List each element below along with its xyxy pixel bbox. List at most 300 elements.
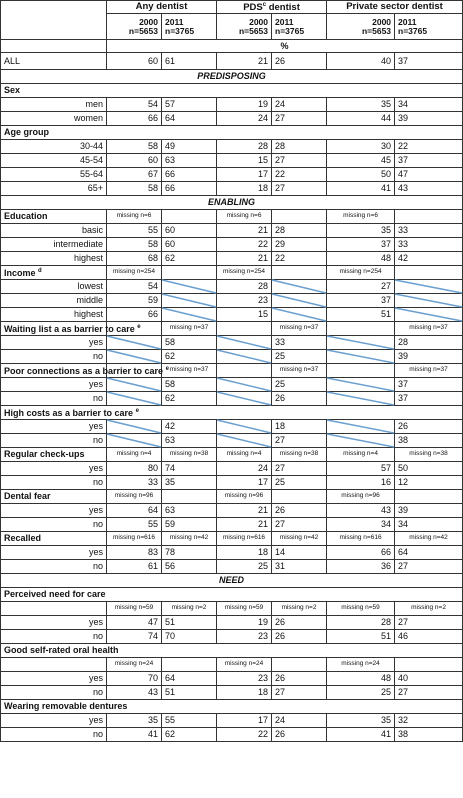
table-row xyxy=(1,518,463,532)
missing-count xyxy=(327,322,395,336)
missing-count xyxy=(217,322,272,336)
value-cell: 47 xyxy=(107,616,162,630)
value-cell: 28 xyxy=(217,280,272,294)
missing-count: missing n=37 xyxy=(162,322,217,336)
table-row xyxy=(1,686,463,700)
value-cell: 27 xyxy=(272,112,327,126)
group-row xyxy=(1,322,463,336)
footnote-mark: e xyxy=(165,365,169,372)
value-cell: 24 xyxy=(217,112,272,126)
group-row xyxy=(1,644,463,658)
row-label: yes xyxy=(1,378,107,392)
row-label: no xyxy=(1,630,107,644)
value-cell: 61 xyxy=(107,560,162,574)
value-cell: 49 xyxy=(162,140,217,154)
row-label: men xyxy=(1,98,107,112)
group-row xyxy=(1,266,463,280)
value-cell: 60 xyxy=(107,53,162,70)
missing-count xyxy=(162,210,217,224)
value-cell: 47 xyxy=(395,168,463,182)
missing-count: missing n=4 xyxy=(217,448,272,462)
value-cell: 43 xyxy=(327,504,395,518)
value-cell: 44 xyxy=(327,112,395,126)
missing-count: missing n=616 xyxy=(107,532,162,546)
value-cell: 40 xyxy=(395,672,463,686)
diagonal-cell xyxy=(327,378,395,392)
group-row xyxy=(1,700,463,714)
diagonal-cell xyxy=(395,308,463,322)
value-cell: 66 xyxy=(107,112,162,126)
value-cell: 37 xyxy=(395,53,463,70)
row-label: yes xyxy=(1,504,107,518)
row-label: no xyxy=(1,392,107,406)
value-cell: 27 xyxy=(327,280,395,294)
missing-count: missing n=24 xyxy=(107,658,162,672)
section-title: NEED xyxy=(1,574,463,588)
table-row xyxy=(1,560,463,574)
value-cell: 25 xyxy=(272,476,327,490)
row-label: yes xyxy=(1,336,107,350)
value-cell: 15 xyxy=(217,154,272,168)
missing-count xyxy=(327,364,395,378)
value-cell: 33 xyxy=(395,224,463,238)
value-cell: 28 xyxy=(217,140,272,154)
table-row xyxy=(1,672,463,686)
value-cell: 54 xyxy=(107,280,162,294)
value-cell: 66 xyxy=(107,308,162,322)
value-cell: 26 xyxy=(272,728,327,742)
value-cell: 60 xyxy=(162,238,217,252)
group-label xyxy=(1,588,463,602)
value-cell: 83 xyxy=(107,546,162,560)
table-row xyxy=(1,728,463,742)
percent-label: % xyxy=(107,40,463,53)
value-cell: 51 xyxy=(327,308,395,322)
missing-count: missing n=6 xyxy=(107,210,162,224)
value-cell: 28 xyxy=(327,616,395,630)
missing-count: missing n=59 xyxy=(107,602,162,616)
value-cell: 35 xyxy=(327,98,395,112)
value-cell: 17 xyxy=(217,714,272,728)
value-cell: 31 xyxy=(272,560,327,574)
diagonal-cell xyxy=(107,420,162,434)
value-cell: 55 xyxy=(107,224,162,238)
percent-row xyxy=(1,40,463,53)
row-label: highest xyxy=(1,308,107,322)
group-label-text: Regular check-ups xyxy=(4,449,85,459)
table-row xyxy=(1,350,463,364)
value-cell: 57 xyxy=(162,98,217,112)
value-cell: 60 xyxy=(162,224,217,238)
value-cell: 59 xyxy=(107,294,162,308)
value-cell: 33 xyxy=(107,476,162,490)
group-row xyxy=(1,406,463,420)
row-label: 55-64 xyxy=(1,168,107,182)
diagonal-cell xyxy=(272,280,327,294)
group-label-text: Poor connections as a barrier to care xyxy=(4,365,164,376)
group-label-text: Sex xyxy=(4,85,21,95)
year-2011: 2011 n=3765 xyxy=(162,14,217,40)
row-label: no xyxy=(1,350,107,364)
value-cell: 34 xyxy=(395,518,463,532)
missing-count: missing n=96 xyxy=(107,490,162,504)
value-cell: 40 xyxy=(327,53,395,70)
value-cell: 64 xyxy=(162,112,217,126)
value-cell: 21 xyxy=(217,518,272,532)
value-cell: 64 xyxy=(107,504,162,518)
diagonal-cell xyxy=(162,280,217,294)
table-row xyxy=(1,630,463,644)
missing-count xyxy=(272,210,327,224)
value-cell: 58 xyxy=(107,238,162,252)
missing-count: missing n=4 xyxy=(107,448,162,462)
value-cell: 26 xyxy=(272,504,327,518)
value-cell: 28 xyxy=(272,224,327,238)
value-cell: 51 xyxy=(327,630,395,644)
missing-count: missing n=37 xyxy=(395,364,463,378)
value-cell: 25 xyxy=(327,686,395,700)
section-title: ENABLING xyxy=(1,196,463,210)
row-label: yes xyxy=(1,714,107,728)
value-cell: 23 xyxy=(217,294,272,308)
value-cell: 58 xyxy=(162,378,217,392)
missing-count: missing n=38 xyxy=(395,448,463,462)
value-cell: 25 xyxy=(272,350,327,364)
row-label: no xyxy=(1,728,107,742)
diagonal-cell xyxy=(327,434,395,448)
group-row xyxy=(1,364,463,378)
value-cell: 18 xyxy=(217,182,272,196)
missing-count: missing n=96 xyxy=(327,490,395,504)
missing-count xyxy=(272,658,327,672)
value-cell: 28 xyxy=(272,140,327,154)
diagonal-cell xyxy=(272,308,327,322)
diagonal-cell xyxy=(162,308,217,322)
row-label: 30-44 xyxy=(1,140,107,154)
value-cell: 59 xyxy=(162,518,217,532)
table-row xyxy=(1,280,463,294)
row-label: no xyxy=(1,434,107,448)
missing-count: missing n=37 xyxy=(272,364,327,378)
value-cell: 28 xyxy=(395,336,463,350)
value-cell: 64 xyxy=(162,672,217,686)
section-need xyxy=(1,574,463,588)
value-cell: 27 xyxy=(272,154,327,168)
year-2011: 2011 n=3765 xyxy=(395,14,463,40)
value-cell: 56 xyxy=(162,560,217,574)
value-cell: 62 xyxy=(162,252,217,266)
value-cell: 62 xyxy=(162,728,217,742)
diagonal-cell xyxy=(327,350,395,364)
all-label: ALL xyxy=(1,53,107,70)
missing-count: missing n=37 xyxy=(272,322,327,336)
group-row xyxy=(1,658,463,672)
missing-count: missing n=42 xyxy=(272,532,327,546)
value-cell: 18 xyxy=(217,686,272,700)
value-cell: 24 xyxy=(272,714,327,728)
group-label-text: Recalled xyxy=(4,533,42,543)
value-cell: 34 xyxy=(395,98,463,112)
pds-dentist-header: PDS$^c$ dentist xyxy=(217,1,327,14)
diagonal-cell xyxy=(107,378,162,392)
group-row xyxy=(1,448,463,462)
value-cell: 58 xyxy=(107,182,162,196)
year-2011: 2011 n=3765 xyxy=(272,14,327,40)
group-label xyxy=(1,322,141,336)
value-cell: 14 xyxy=(272,546,327,560)
footnote-mark: d xyxy=(38,267,42,274)
diagonal-cell xyxy=(395,294,463,308)
value-cell: 38 xyxy=(395,728,463,742)
value-cell: 26 xyxy=(395,420,463,434)
value-cell: 21 xyxy=(217,224,272,238)
value-cell: 39 xyxy=(395,112,463,126)
row-label: lowest xyxy=(1,280,107,294)
diagonal-cell xyxy=(327,336,395,350)
diagonal-cell xyxy=(272,294,327,308)
table-row xyxy=(1,252,463,266)
footnote-mark: e xyxy=(137,323,141,330)
value-cell: 57 xyxy=(327,462,395,476)
value-cell: 27 xyxy=(395,616,463,630)
value-cell: 22 xyxy=(272,168,327,182)
missing-count: missing n=38 xyxy=(272,448,327,462)
spacer-cell xyxy=(1,658,107,672)
value-cell: 17 xyxy=(217,168,272,182)
value-cell: 36 xyxy=(327,560,395,574)
row-label: women xyxy=(1,112,107,126)
value-cell: 39 xyxy=(395,350,463,364)
missing-count xyxy=(272,490,327,504)
value-cell: 17 xyxy=(217,476,272,490)
missing-count: missing n=59 xyxy=(327,602,395,616)
diagonal-cell xyxy=(217,378,272,392)
diagonal-cell xyxy=(107,336,162,350)
value-cell: 15 xyxy=(217,308,272,322)
group-label xyxy=(1,364,169,378)
table-row xyxy=(1,504,463,518)
value-cell: 12 xyxy=(395,476,463,490)
row-label: yes xyxy=(1,546,107,560)
missing-count xyxy=(395,210,463,224)
value-cell: 27 xyxy=(272,686,327,700)
table-row xyxy=(1,224,463,238)
value-cell: 74 xyxy=(162,462,217,476)
value-cell: 23 xyxy=(217,672,272,686)
value-cell: 29 xyxy=(272,238,327,252)
diagonal-cell xyxy=(327,392,395,406)
missing-count xyxy=(272,266,327,280)
group-row xyxy=(1,84,463,98)
value-cell: 37 xyxy=(395,154,463,168)
value-cell: 62 xyxy=(162,392,217,406)
diagonal-cell xyxy=(107,392,162,406)
table-row xyxy=(1,154,463,168)
value-cell: 27 xyxy=(272,434,327,448)
row-label: 65+ xyxy=(1,182,107,196)
row-label: yes xyxy=(1,616,107,630)
value-cell: 19 xyxy=(217,616,272,630)
value-cell: 78 xyxy=(162,546,217,560)
row-label: yes xyxy=(1,672,107,686)
value-cell: 41 xyxy=(327,182,395,196)
value-cell: 32 xyxy=(395,714,463,728)
diagonal-cell xyxy=(395,280,463,294)
table-row xyxy=(1,168,463,182)
value-cell: 16 xyxy=(327,476,395,490)
missing-count: missing n=6 xyxy=(217,210,272,224)
year-2000: 2000 n=5653 xyxy=(327,14,395,40)
value-cell: 61 xyxy=(162,53,217,70)
value-cell: 66 xyxy=(162,182,217,196)
missing-count: missing n=42 xyxy=(395,532,463,546)
table-row xyxy=(1,308,463,322)
value-cell: 41 xyxy=(107,728,162,742)
missing-count xyxy=(162,266,217,280)
missing-count: missing n=37 xyxy=(395,322,463,336)
value-cell: 45 xyxy=(327,154,395,168)
group-label xyxy=(1,532,107,546)
value-cell: 80 xyxy=(107,462,162,476)
value-cell: 51 xyxy=(162,616,217,630)
value-cell: 38 xyxy=(395,434,463,448)
row-label: no xyxy=(1,518,107,532)
table-row xyxy=(1,434,463,448)
table-row xyxy=(1,294,463,308)
value-cell: 62 xyxy=(162,350,217,364)
missing-count xyxy=(162,658,217,672)
diagonal-cell xyxy=(107,350,162,364)
value-cell: 25 xyxy=(272,378,327,392)
value-cell: 21 xyxy=(217,252,272,266)
value-cell: 35 xyxy=(327,714,395,728)
group-row xyxy=(1,490,463,504)
value-cell: 22 xyxy=(272,252,327,266)
row-label: yes xyxy=(1,462,107,476)
all-row xyxy=(1,53,463,70)
table-row xyxy=(1,378,463,392)
value-cell: 51 xyxy=(162,686,217,700)
value-cell: 63 xyxy=(162,504,217,518)
group-label-text: Wearing removable dentures xyxy=(4,701,128,711)
diagonal-cell xyxy=(107,434,162,448)
missing-count: missing n=24 xyxy=(327,658,395,672)
value-cell: 22 xyxy=(217,238,272,252)
diagonal-cell xyxy=(162,294,217,308)
table-row xyxy=(1,112,463,126)
diagonal-cell xyxy=(217,350,272,364)
group-row xyxy=(1,602,463,616)
group-label xyxy=(1,644,463,658)
value-cell: 27 xyxy=(272,518,327,532)
table-row xyxy=(1,336,463,350)
value-cell: 63 xyxy=(162,154,217,168)
value-cell: 43 xyxy=(395,182,463,196)
value-cell: 54 xyxy=(107,98,162,112)
value-cell: 27 xyxy=(272,462,327,476)
value-cell: 34 xyxy=(327,518,395,532)
missing-count: missing n=616 xyxy=(327,532,395,546)
missing-count: missing n=2 xyxy=(395,602,463,616)
group-label-text: Education xyxy=(4,211,48,221)
table-row xyxy=(1,476,463,490)
value-cell: 66 xyxy=(162,168,217,182)
value-cell: 42 xyxy=(395,252,463,266)
value-cell: 18 xyxy=(217,546,272,560)
value-cell: 50 xyxy=(327,168,395,182)
value-cell: 60 xyxy=(107,154,162,168)
value-cell: 58 xyxy=(162,336,217,350)
row-label: no xyxy=(1,476,107,490)
missing-count: missing n=96 xyxy=(217,490,272,504)
row-label: no xyxy=(1,686,107,700)
year-2000: 2000 n=5653 xyxy=(217,14,272,40)
value-cell: 55 xyxy=(162,714,217,728)
group-row xyxy=(1,126,463,140)
value-cell: 67 xyxy=(107,168,162,182)
value-cell: 68 xyxy=(107,252,162,266)
section-enabling xyxy=(1,196,463,210)
value-cell: 58 xyxy=(107,140,162,154)
row-label: yes xyxy=(1,420,107,434)
missing-count xyxy=(395,658,463,672)
group-row xyxy=(1,532,463,546)
footnote-mark: e xyxy=(135,407,139,414)
diagonal-cell xyxy=(217,336,272,350)
value-cell: 18 xyxy=(272,420,327,434)
value-cell: 22 xyxy=(395,140,463,154)
value-cell: 26 xyxy=(272,616,327,630)
value-cell: 39 xyxy=(395,504,463,518)
private-dentist-header: Private sector dentist xyxy=(327,1,463,14)
header-group-row xyxy=(1,1,463,14)
table-row xyxy=(1,714,463,728)
missing-count: missing n=6 xyxy=(327,210,395,224)
row-label: intermediate xyxy=(1,238,107,252)
value-cell: 64 xyxy=(395,546,463,560)
value-cell: 37 xyxy=(327,294,395,308)
group-label-text: Age group xyxy=(4,127,49,137)
year-2000: 2000 n=5653 xyxy=(107,14,162,40)
value-cell: 27 xyxy=(272,182,327,196)
row-label: 45-54 xyxy=(1,154,107,168)
missing-count xyxy=(217,364,272,378)
group-label-text: High costs as a barrier to care xyxy=(4,407,134,418)
value-cell: 23 xyxy=(217,630,272,644)
value-cell: 30 xyxy=(327,140,395,154)
missing-count: missing n=254 xyxy=(107,266,162,280)
group-label xyxy=(1,700,463,714)
row-label: no xyxy=(1,560,107,574)
value-cell: 33 xyxy=(395,238,463,252)
value-cell: 48 xyxy=(327,252,395,266)
group-label-text: Waiting list a as barrier to care xyxy=(4,323,135,334)
value-cell: 70 xyxy=(162,630,217,644)
value-cell: 19 xyxy=(217,98,272,112)
value-cell: 25 xyxy=(217,560,272,574)
value-cell: 63 xyxy=(162,434,217,448)
missing-count: missing n=24 xyxy=(217,658,272,672)
group-label xyxy=(1,210,107,224)
value-cell: 46 xyxy=(395,630,463,644)
value-cell: 37 xyxy=(395,378,463,392)
missing-count: missing n=38 xyxy=(162,448,217,462)
value-cell: 26 xyxy=(272,53,327,70)
value-cell: 66 xyxy=(327,546,395,560)
missing-count: missing n=2 xyxy=(162,602,217,616)
diagonal-cell xyxy=(217,392,272,406)
section-title: PREDISPOSING xyxy=(1,70,463,84)
